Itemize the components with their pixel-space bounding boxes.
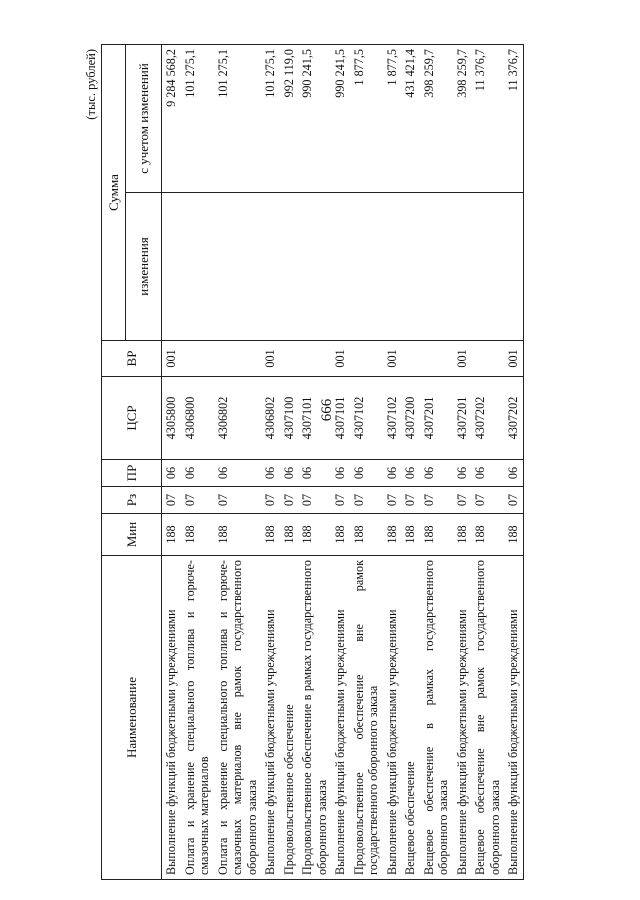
- row-total: 11 376,7: [471, 45, 504, 193]
- table-row: [383, 45, 402, 880]
- header-with-changes: с учетом изменений: [126, 45, 162, 193]
- row-vr: [471, 341, 504, 377]
- row-name: Вещевое обеспечение вне рамок государственного оборонного заказа: [471, 556, 504, 880]
- table-row: [214, 45, 262, 880]
- row-min: 188: [401, 514, 420, 556]
- row-name: Выполнение функций бюджетными учреждениями: [261, 556, 280, 880]
- unit-label: (тыс. рублей): [84, 49, 98, 120]
- table-row: [261, 45, 280, 880]
- header-vr: ВР: [102, 341, 162, 377]
- row-total: 11 376,7: [504, 45, 523, 193]
- row-csr: 4307202: [504, 377, 523, 460]
- header-min: Мин: [102, 514, 162, 556]
- row-vr: [181, 341, 214, 377]
- table-body: [162, 45, 524, 880]
- row-csr: 4307201: [453, 377, 472, 460]
- row-pr: 06: [350, 460, 383, 487]
- row-pr: 06: [331, 460, 350, 487]
- row-rz: 07: [214, 487, 262, 514]
- row-vr: 001: [261, 341, 280, 377]
- row-vr: [350, 341, 383, 377]
- row-min: 188: [350, 514, 383, 556]
- header-sum: Сумма: [102, 45, 126, 341]
- row-pr: 06: [471, 460, 504, 487]
- row-vr: 001: [504, 341, 523, 377]
- row-pr: 06: [280, 460, 299, 487]
- row-vr: 001: [383, 341, 402, 377]
- row-vr: [420, 341, 453, 377]
- row-total: 1 877,5: [350, 45, 383, 193]
- row-total: 101 275,1: [181, 45, 214, 193]
- row-pr: 06: [162, 460, 181, 487]
- row-vr: 001: [162, 341, 181, 377]
- row-total: 992 119,0: [280, 45, 299, 193]
- row-csr: 4307100: [280, 377, 299, 460]
- row-min: 188: [261, 514, 280, 556]
- row-csr: 4307200: [401, 377, 420, 460]
- row-rz: 07: [401, 487, 420, 514]
- row-vr: [280, 341, 299, 377]
- row-changes: [280, 193, 299, 341]
- row-name: Выполнение функций бюджетными учреждениями: [331, 556, 350, 880]
- row-name: Продовольственное обеспечение: [280, 556, 299, 880]
- row-pr: 06: [261, 460, 280, 487]
- table-row: [181, 45, 214, 880]
- row-changes: [453, 193, 472, 341]
- row-pr: 06: [181, 460, 214, 487]
- row-total: 431 421,4: [401, 45, 420, 193]
- table-row: [504, 45, 523, 880]
- row-changes: [350, 193, 383, 341]
- row-min: 188: [504, 514, 523, 556]
- row-changes: [214, 193, 262, 341]
- row-min: 188: [471, 514, 504, 556]
- row-name: Выполнение функций бюджетными учреждениями: [162, 556, 181, 880]
- row-rz: 07: [383, 487, 402, 514]
- row-rz: 07: [331, 487, 350, 514]
- row-csr: 4306802: [261, 377, 280, 460]
- budget-table: [101, 44, 524, 880]
- row-min: 188: [214, 514, 262, 556]
- row-pr: 06: [298, 460, 331, 487]
- row-name: Вещевое обеспечение: [401, 556, 420, 880]
- row-changes: [401, 193, 420, 341]
- row-rz: 07: [471, 487, 504, 514]
- row-pr: 06: [383, 460, 402, 487]
- row-name: Оплата и хранение специального топлива и горюче-смазочных материалов вне рамок государственного оборонного заказа: [214, 556, 262, 880]
- row-total: 1 877,5: [383, 45, 402, 193]
- page-number: 666: [319, 398, 335, 422]
- row-total: 9 284 568,2: [162, 45, 181, 193]
- rotated-budget-table-page: [83, 45, 603, 880]
- table-row: [420, 45, 453, 880]
- row-pr: 06: [214, 460, 262, 487]
- row-csr: 4306800: [181, 377, 214, 460]
- row-name: Выполнение функций бюджетными учреждениями: [504, 556, 523, 880]
- row-rz: 07: [420, 487, 453, 514]
- row-csr: 4307102: [350, 377, 383, 460]
- table-row: [401, 45, 420, 880]
- row-vr: [214, 341, 262, 377]
- row-changes: [383, 193, 402, 341]
- row-csr: 4307102: [383, 377, 402, 460]
- row-name: Выполнение функций бюджетными учреждениями: [383, 556, 402, 880]
- row-changes: [298, 193, 331, 341]
- row-min: 188: [453, 514, 472, 556]
- row-csr: 4307201: [420, 377, 453, 460]
- row-rz: 07: [350, 487, 383, 514]
- row-name: Продовольственное обеспечение вне рамок государственного оборонного заказа: [350, 556, 383, 880]
- row-changes: [181, 193, 214, 341]
- row-csr: 4307101: [331, 377, 350, 460]
- row-csr: 4305800: [162, 377, 181, 460]
- row-changes: [504, 193, 523, 341]
- table-row: [453, 45, 472, 880]
- row-vr: 001: [453, 341, 472, 377]
- row-name: Продовольственное обеспечение в рамках государственного оборонного заказа: [298, 556, 331, 880]
- header-csr: ЦСР: [102, 377, 162, 460]
- row-pr: 06: [504, 460, 523, 487]
- row-total: 101 275,1: [261, 45, 280, 193]
- row-name: Вещевое обеспечение в рамках государственного оборонного заказа: [420, 556, 453, 880]
- header-rz: Рз: [102, 487, 162, 514]
- row-rz: 07: [280, 487, 299, 514]
- row-total: 990 241,5: [298, 45, 331, 193]
- row-min: 188: [280, 514, 299, 556]
- header-changes: изменения: [126, 193, 162, 341]
- row-name: Выполнение функций бюджетными учреждениями: [453, 556, 472, 880]
- row-rz: 07: [261, 487, 280, 514]
- row-total: 990 241,5: [331, 45, 350, 193]
- row-name: Оплата и хранение специального топлива и горюче-смазочных материалов: [181, 556, 214, 880]
- table-row: [331, 45, 350, 880]
- table-row: [298, 45, 331, 880]
- table-row: [280, 45, 299, 880]
- row-min: 188: [298, 514, 331, 556]
- table-row: [162, 45, 181, 880]
- row-rz: 07: [181, 487, 214, 514]
- row-vr: [401, 341, 420, 377]
- row-csr: 4307202: [471, 377, 504, 460]
- row-min: 188: [420, 514, 453, 556]
- table-row: [471, 45, 504, 880]
- row-changes: [331, 193, 350, 341]
- row-csr: 4306802: [214, 377, 262, 460]
- row-changes: [471, 193, 504, 341]
- row-total: 101 275,1: [214, 45, 262, 193]
- row-rz: 07: [162, 487, 181, 514]
- row-min: 188: [331, 514, 350, 556]
- row-changes: [162, 193, 181, 341]
- row-min: 188: [181, 514, 214, 556]
- row-total: 398 259,7: [420, 45, 453, 193]
- header-pr: ПР: [102, 460, 162, 487]
- row-pr: 06: [420, 460, 453, 487]
- row-rz: 07: [453, 487, 472, 514]
- row-csr: 4307101: [298, 377, 331, 460]
- row-total: 398 259,7: [453, 45, 472, 193]
- table-row: [350, 45, 383, 880]
- row-changes: [420, 193, 453, 341]
- row-pr: 06: [453, 460, 472, 487]
- row-vr: [298, 341, 331, 377]
- row-pr: 06: [401, 460, 420, 487]
- row-rz: 07: [504, 487, 523, 514]
- row-vr: 001: [331, 341, 350, 377]
- row-rz: 07: [298, 487, 331, 514]
- row-min: 188: [162, 514, 181, 556]
- header-name: Наименование: [102, 556, 162, 880]
- row-changes: [261, 193, 280, 341]
- row-min: 188: [383, 514, 402, 556]
